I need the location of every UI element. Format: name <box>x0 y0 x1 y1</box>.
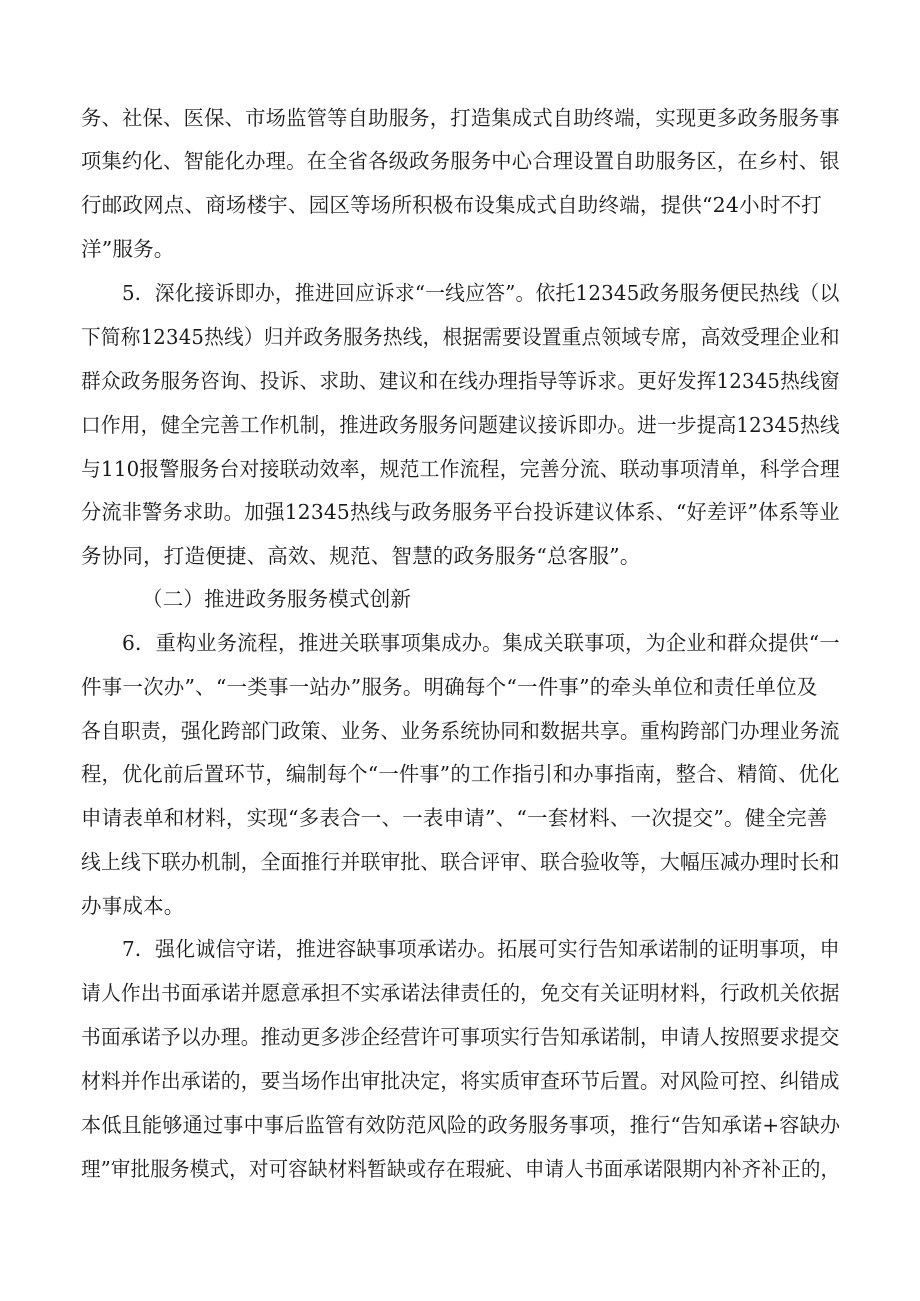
paragraph-line: 行邮政网点、商场楼宇、园区等场所积极布设集成式自助终端，提供“24小时不打 <box>81 193 822 217</box>
paragraph-line: 与110报警服务台对接联动效率，规范工作流程，完善分流、联动事项清单，科学合理 <box>81 457 840 481</box>
paragraph-line: 7．强化诚信守诺，推进容缺事项承诺办。拓展可实行告知承诺制的证明事项，申 <box>122 937 840 961</box>
paragraph-line: 程，优化前后置环节，编制每个“一件事”的工作指引和办事指南，整合、精简、优化 <box>81 762 840 786</box>
paragraph-line: 线上线下联办机制，全面推行并联审批、联合评审、联合验收等，大幅压减办理时长和 <box>81 850 840 874</box>
paragraph-line: 分流非警务求助。加强12345热线与政务服务平台投诉建议体系、“好差评”体系等业 <box>81 500 840 524</box>
paragraph-line: 务协同，打造便捷、高效、规范、智慧的政务服务“总客服”。 <box>81 544 641 568</box>
paragraph-line: 口作用，健全完善工作机制，推进政务服务问题建议接诉即办。进一步提高12345热线 <box>81 413 840 437</box>
paragraph-line: 材料并作出承诺的，要当场作出审批决定，将实质审查环节后置。对风险可控、纠错成 <box>81 1069 840 1093</box>
paragraph-line: 请人作出书面承诺并愿意承担不实承诺法律责任的，免交有关证明材料，行政机关依据 <box>81 981 840 1005</box>
paragraph-line: 书面承诺予以办理。推动更多涉企经营许可事项实行告知承诺制，申请人按照要求提交 <box>81 1025 840 1049</box>
paragraph-line: 本低且能够通过事中事后监管有效防范风险的政务服务事项，推行“告知承诺+容缺办 <box>81 1113 841 1137</box>
paragraph-line: 群众政务服务咨询、投诉、求助、建议和在线办理指导等诉求。更好发挥12345热线窗 <box>81 369 840 393</box>
paragraph-line: 理”审批服务模式，对可容缺材料暂缺或存在瑕疵、申请人书面承诺限期内补齐补正的， <box>81 1157 841 1181</box>
paragraph-line: 5．深化接诉即办，推进回应诉求“一线应答”。依托12345政务服务便民热线（以 <box>122 281 840 305</box>
paragraph-line: 申请表单和材料，实现“多表合一、一表申请”、“一套材料、一次提交”。健全完善 <box>81 806 828 830</box>
paragraph-line: 下简称12345热线）归并政务服务热线，根据需要设置重点领域专席，高效受理企业和 <box>81 325 840 349</box>
section-heading: （二）推进政务服务模式创新 <box>142 587 412 611</box>
paragraph-line: 6．重构业务流程，推进关联事项集成办。集成关联事项，为企业和群众提供“一 <box>122 631 840 655</box>
paragraph-line: 洋”服务。 <box>81 237 175 261</box>
paragraph-line: 各自职责，强化跨部门政策、业务、业务系统协同和数据共享。重构跨部门办理业务流 <box>81 719 840 743</box>
paragraph-line: 办事成本。 <box>81 894 185 918</box>
paragraph-line: 务、社保、医保、市场监管等自助服务，打造集成式自助终端，实现更多政务服务事 <box>81 106 840 130</box>
paragraph-line: 件事一次办”、“一类事一站办”服务。明确每个“一件事”的牵头单位和责任单位及 <box>81 675 818 699</box>
paragraph-line: 项集约化、智能化办理。在全省各级政务服务中心合理设置自助服务区，在乡村、银 <box>81 149 840 173</box>
